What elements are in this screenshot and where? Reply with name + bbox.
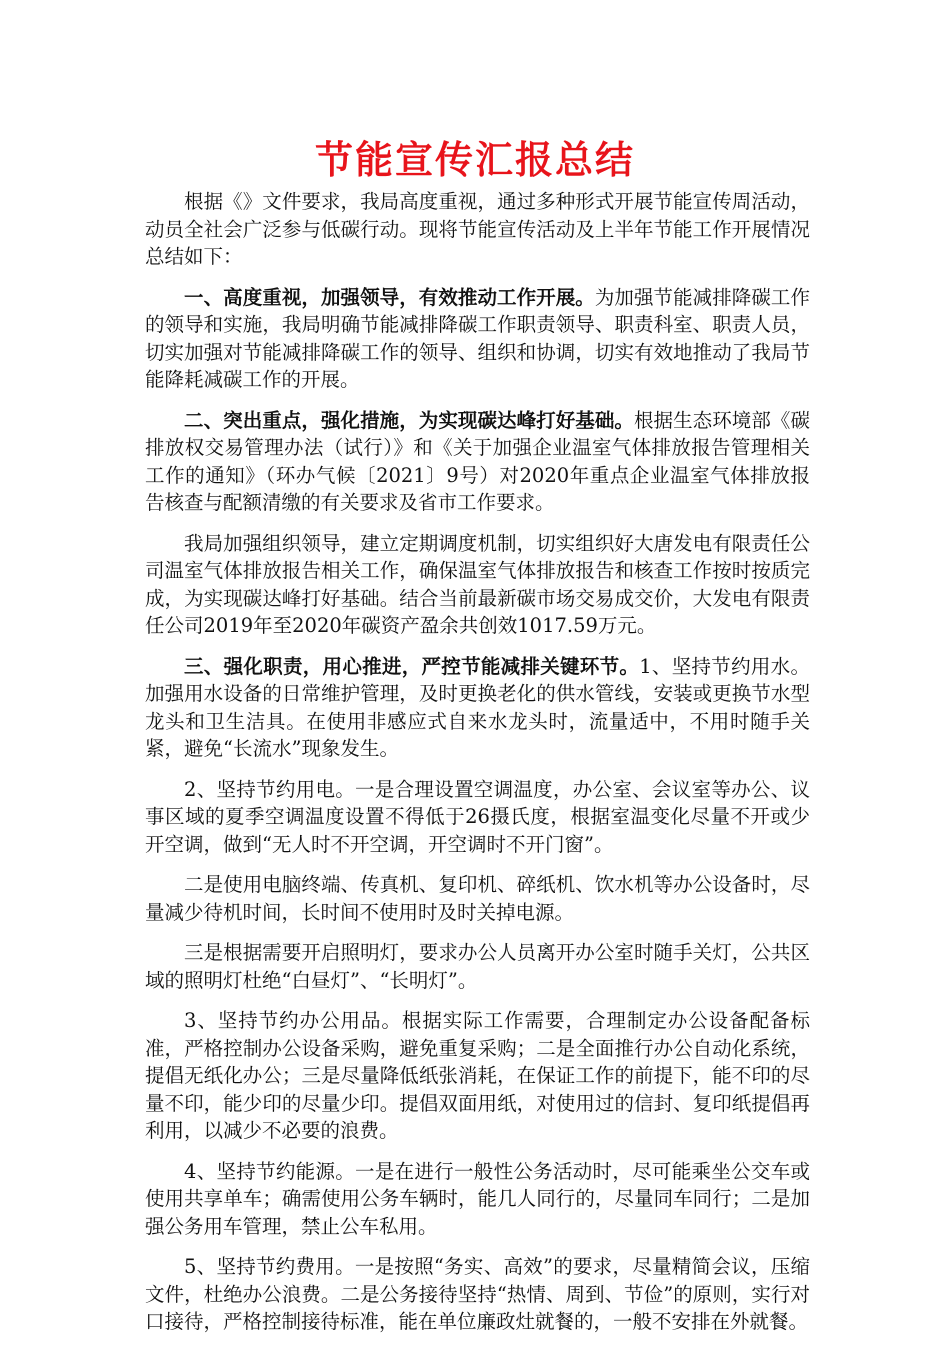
paragraph-section-1 bbox=[145, 284, 810, 394]
paragraph-electricity bbox=[145, 776, 810, 859]
paragraph-text: 4、坚持节约能源。一是在进行一般性公务活动时，尽可能乘坐公交车或使用共享单车；确需使用公务车辆时，能几人同行的，尽量同车同行；二是加强公务用车管理，禁止公车私用。 bbox=[145, 1159, 810, 1238]
document-title: 节能宣传汇报总结 bbox=[314, 137, 635, 182]
section-heading: 三、强化职责，用心推进，严控节能减排关键环节。 bbox=[184, 654, 640, 678]
paragraph-office-supplies bbox=[145, 1007, 810, 1145]
paragraph-intro bbox=[145, 188, 810, 271]
paragraph-expenses bbox=[145, 1253, 810, 1336]
paragraph-text: 根据生态环境部《碳排放权交易管理办法（试行）》和《关于加强企业温室气体排放报告管理相关工作的通知》（环办气候〔2021〕9号）对2020年重点企业温室气体排放报告核查与配额清缴的有关要求及省市工作要求。 bbox=[145, 408, 810, 514]
paragraph-organization bbox=[145, 530, 810, 640]
paragraph-office-equipment bbox=[145, 871, 810, 926]
paragraph-text: 2、坚持节约用电。一是合理设置空调温度，办公室、会议室等办公、议事区域的夏季空调温度设置不得低于26摄氏度，根据室温变化尽量不开或少开空调，做到“无人时不开空调，开空调时不开门窗”。 bbox=[145, 777, 810, 856]
paragraph-lighting bbox=[145, 939, 810, 994]
section-heading: 一、高度重视，加强领导，有效推动工作开展。 bbox=[184, 285, 595, 309]
paragraph-text: 3、坚持节约办公用品。根据实际工作需要，合理制定办公设备配备标准，严格控制办公设备采购，避免重复采购；二是全面推行办公自动化系统，提倡无纸化办公；三是尽量降低纸张消耗，在保证工作的前提下，能不印的尽量不印，能少印的尽量少印。提倡双面用纸，对使用过的信封、复印纸提倡再利用，以减少不必要的浪费。 bbox=[145, 1009, 810, 1142]
paragraph-text: 为加强节能减排降碳工作的领导和实施，我局明确节能减排降碳工作职责领导、职责科室、职责人员，切实加强对节能减排降碳工作的领导、组织和协调，切实有效地推动了我局节能降耗减碳工作的开展。 bbox=[145, 285, 810, 391]
paragraph-text: 5、坚持节约费用。一是按照“务实、高效”的要求，尽量精简会议，压缩文件，杜绝办公浪费。二是公务接待坚持“热情、周到、节俭”的原则，实行对口接待，严格控制接待标准，能在单位廉政灶就餐的，一般不安排在外就餐。 bbox=[145, 1255, 810, 1333]
paragraph-text: 三是根据需要开启照明灯，要求办公人员离开办公室时随手关灯，公共区域的照明灯杜绝“白昼灯”、“长明灯”。 bbox=[145, 941, 810, 992]
paragraph-section-3 bbox=[145, 653, 810, 763]
document-body bbox=[145, 188, 810, 1349]
paragraph-text: 我局加强组织领导，建立定期调度机制，切实组织好大唐发电有限责任公司温室气体排放报告相关工作，确保温室气体排放报告和核查工作按时按质完成，为实现碳达峰打好基础。结合当前最新碳市场交易成交价，大发电有限责任公司2019年至2020年碳资产盈余共创效1017.59万元。 bbox=[145, 531, 810, 637]
paragraph-text: 根据《》文件要求，我局高度重视，通过多种形式开展节能宣传周活动，动员全社会广泛参与低碳行动。现将节能宣传活动及上半年节能工作开展情况总结如下： bbox=[145, 190, 810, 268]
paragraph-text: 二是使用电脑终端、传真机、复印机、碎纸机、饮水机等办公设备时，尽量减少待机时间，长时间不使用时及时关掉电源。 bbox=[145, 873, 810, 924]
paragraph-section-2 bbox=[145, 407, 810, 517]
paragraph-energy bbox=[145, 1158, 810, 1241]
paragraph-text: 1、坚持节约用水。加强用水设备的日常维护管理，及时更换老化的供水管线，安装或更换节水型龙头和卫生洁具。在使用非感应式自来水龙头时，流量适中，不用时随手关紧，避免“长流水”现象发生。 bbox=[145, 654, 810, 760]
section-heading: 二、突出重点，强化措施，为实现碳达峰打好基础。 bbox=[184, 408, 634, 432]
